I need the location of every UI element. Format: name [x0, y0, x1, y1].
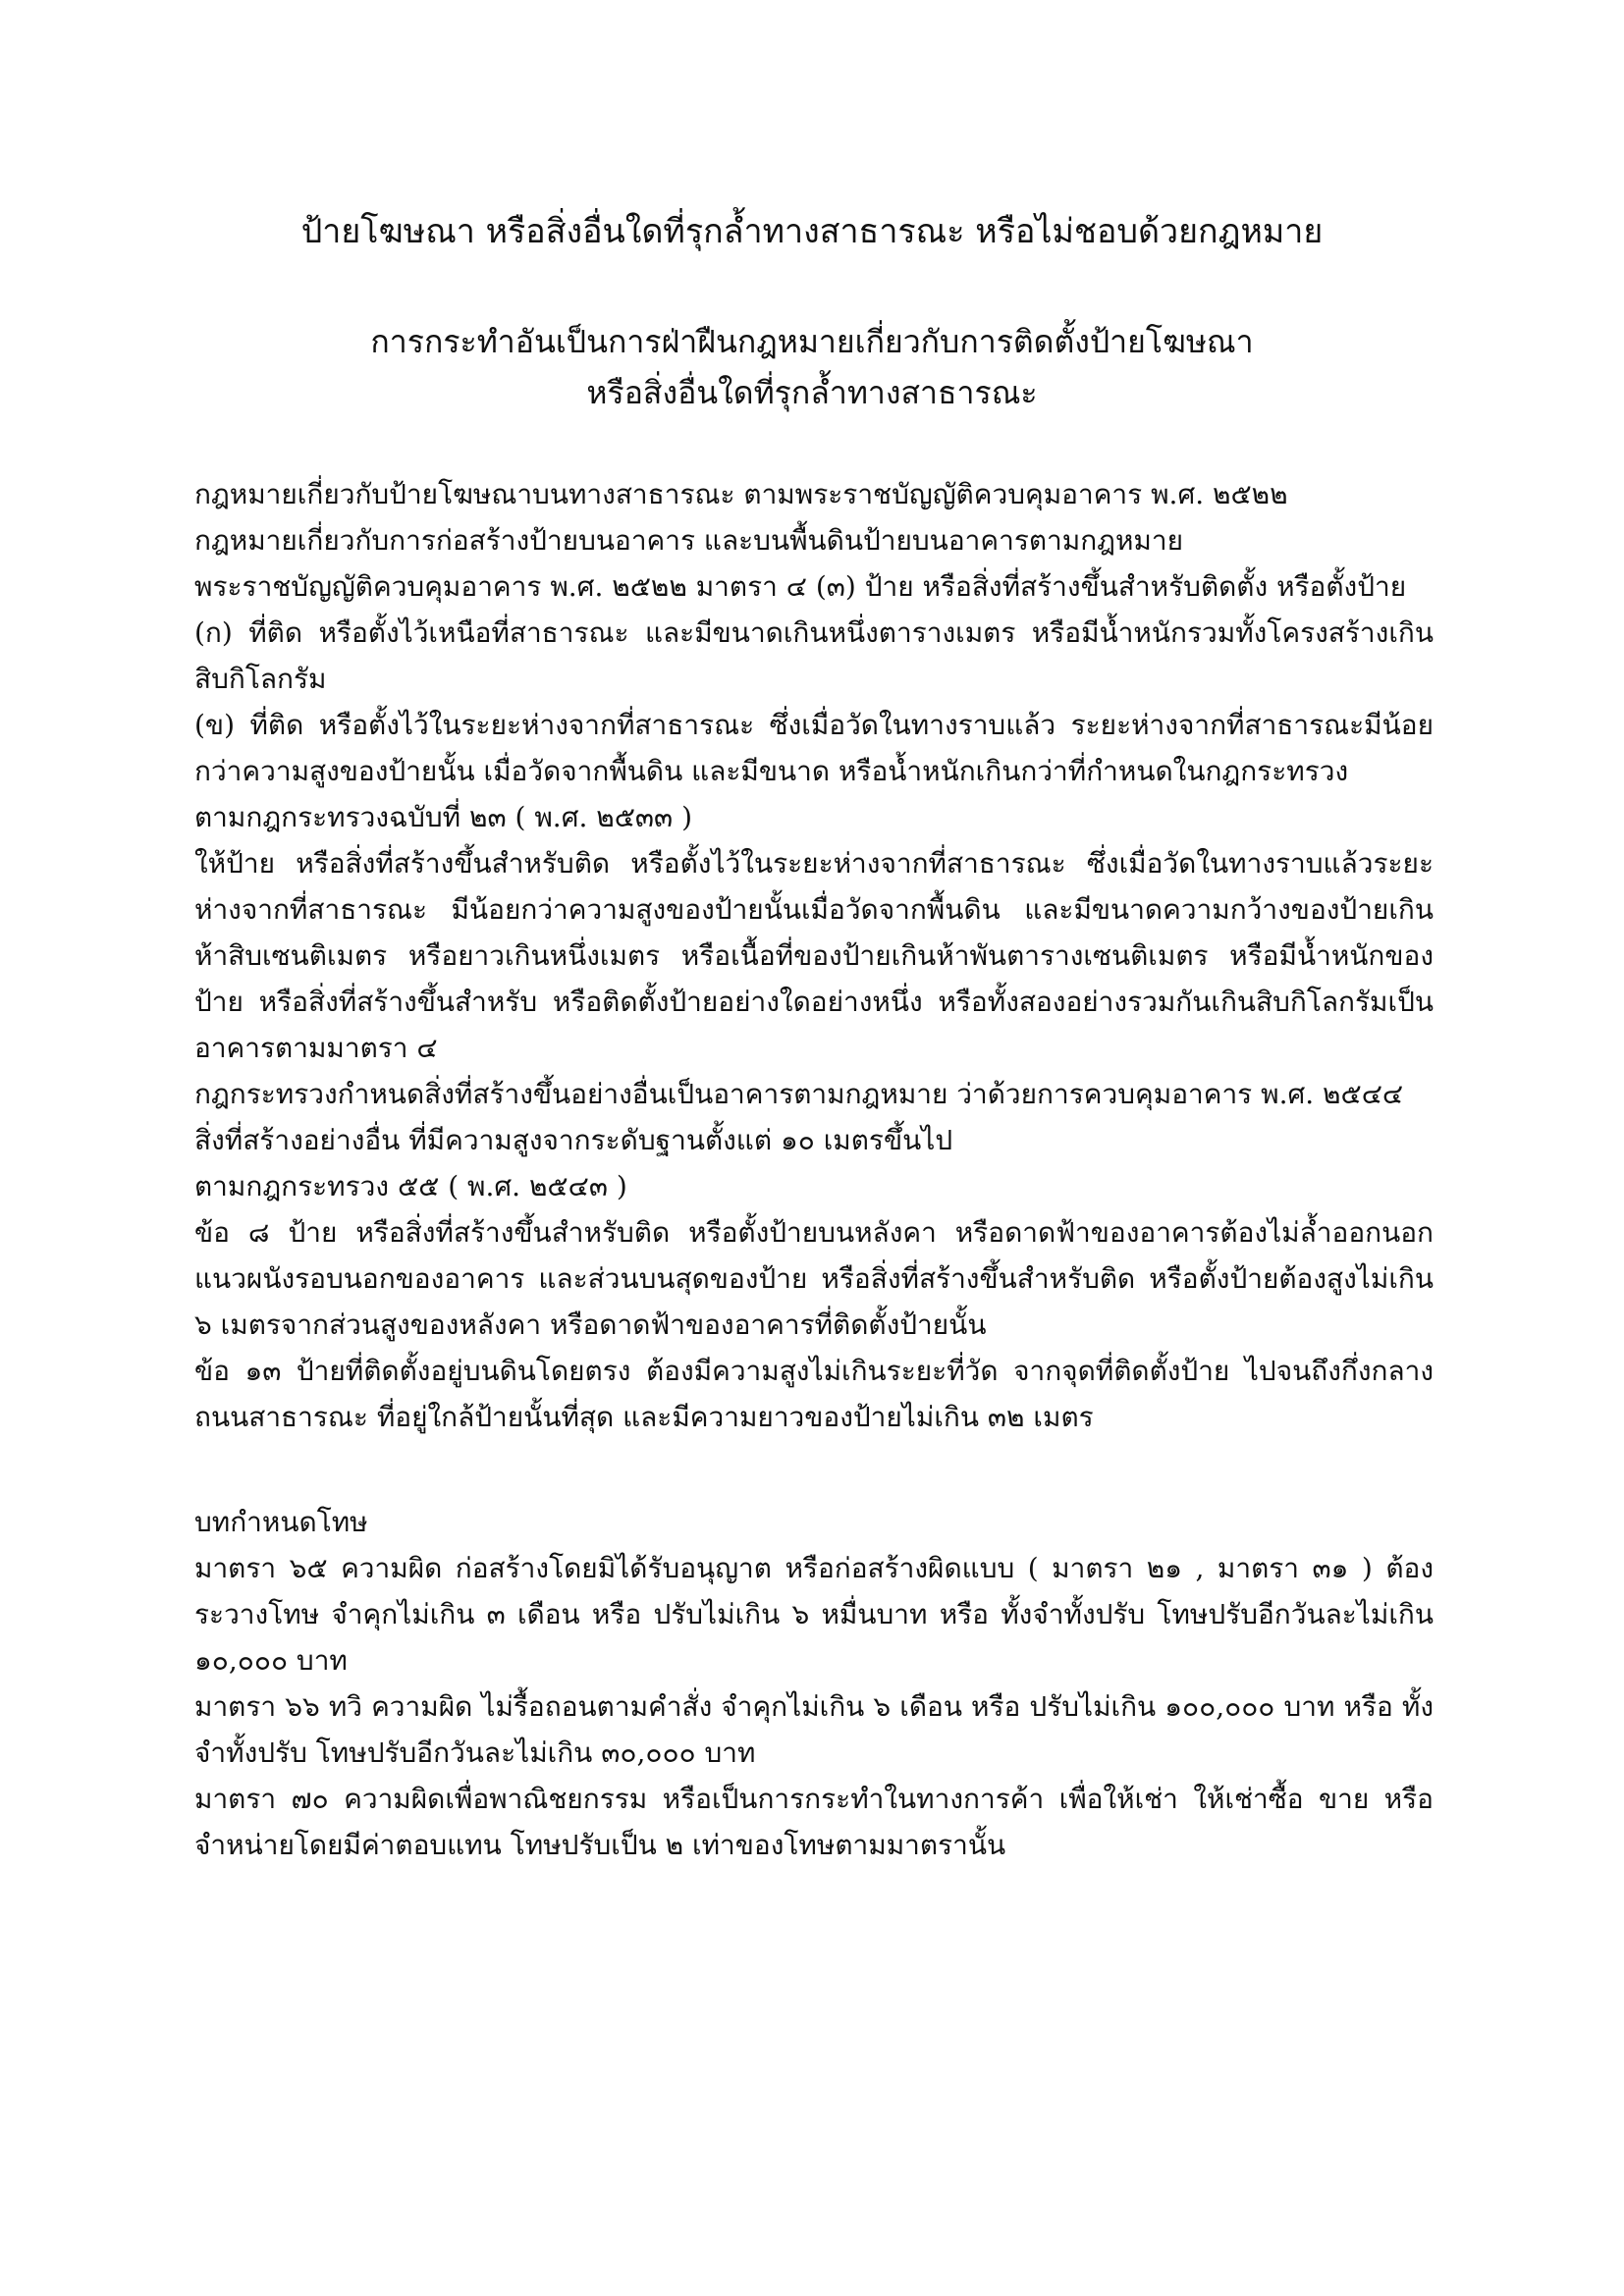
clause-ka-paragraph: (ก) ที่ติด หรือตั้งไว้เหนือที่สาธารณะ และมีขนาดเกินหนึ่งตารางเมตร หรือมีน้ำหนักรวมทั้งโครงสร้างเกินสิบกิโลกรัม — [194, 616, 1434, 695]
document-body — [194, 471, 1434, 1868]
ministerial-regulation-55-line: ตามกฎกระทรวง ๕๕ ( พ.ศ. ๒๕๔๓ ) — [194, 1170, 627, 1202]
article-13-paragraph: ข้อ ๑๓ ป้ายที่ติดตั้งอยู่บนดินโดยตรง ต้องมีความสูงไม่เกินระยะที่วัด จากจุดที่ติดตั้งป้าย ไปจนถึงกึ่งกลางถนนสาธารณะ ที่อยู่ใกล้ป้ายนั้นที่สุด และมีความยาวของป้ายไม่เกิน ๓๒ เมตร — [194, 1355, 1434, 1433]
subtitle-line-2: หรือสิ่งอื่นใดที่รุกล้ำทางสาธารณะ — [586, 374, 1038, 411]
subtitle-line-1: การกระทำอันเป็นการฝ่าฝืนกฎหมายเกี่ยวกับการติดตั้งป้ายโฆษณา — [370, 323, 1254, 360]
ministerial-regulation-23-line: ตามกฎกระทรวงฉบับที่ ๒๓ ( พ.ศ. ๒๕๓๓ ) — [194, 801, 693, 833]
regulation-2544-line: กฎกระทรวงกำหนดสิ่งที่สร้างขึ้นอย่างอื่นเป็นอาคารตามกฎหมาย ว่าด้วยการควบคุมอาคาร พ.ศ. ๒๕๔๔ — [194, 1078, 1404, 1110]
clause-kho-paragraph: (ข) ที่ติด หรือตั้งไว้ในระยะห่างจากที่สาธารณะ ซึ่งเมื่อวัดในทางราบแล้ว ระยะห่างจากที่สาธารณะมีน้อยกว่าความสูงของป้ายนั้น เมื่อวัดจากพื้นดิน และมีขนาด หรือน้ำหนักเกินกว่าที่กำหนดในกฎกระทรวง — [194, 709, 1434, 787]
document-subtitle — [147, 316, 1477, 418]
other-structures-line: สิ่งที่สร้างอย่างอื่น ที่มีความสูงจากระดับฐานตั้งแต่ ๑๐ เมตรขึ้นไป — [194, 1124, 953, 1156]
law-line-1: กฎหมายเกี่ยวกับป้ายโฆษณาบนทางสาธารณะ ตามพระราชบัญญัติควบคุมอาคาร พ.ศ. ๒๕๒๒ — [194, 478, 1288, 510]
law-line-3: พระราชบัญญัติควบคุมอาคาร พ.ศ. ๒๕๒๒ มาตรา ๔ (๓) ป้าย หรือสิ่งที่สร้างขึ้นสำหรับติดตั้ง หรือตั้งป้าย — [194, 570, 1407, 603]
document-title: ป้ายโฆษณา หรือสิ่งอื่นใดที่รุกล้ำทางสาธารณะ หรือไม่ชอบด้วยกฎหมาย — [300, 212, 1324, 251]
section-66-bis-paragraph: มาตรา ๖๖ ทวิ ความผิด ไม่รื้อถอนตามคำสั่ง จำคุกไม่เกิน ๖ เดือน หรือ ปรับไม่เกิน ๑๐๐,๐๐๐ บาท หรือ ทั้งจำทั้งปรับ โทษปรับอีกวันละไม่เกิน ๓๐,๐๐๐ บาท — [194, 1690, 1434, 1769]
section-70-paragraph: มาตรา ๗๐ ความผิดเพื่อพาณิชยกรรม หรือเป็นการกระทำในทางการค้า เพื่อให้เช่า ให้เช่าซื้อ ขาย หรือจำหน่ายโดยมีค่าตอบแทน โทษปรับเป็น ๒ เท่าของโทษตามมาตรานั้น — [194, 1783, 1434, 1861]
law-line-2: กฎหมายเกี่ยวกับการก่อสร้างป้ายบนอาคาร และบนพื้นดินป้ายบนอาคารตามกฎหมาย — [194, 524, 1184, 557]
penalties-heading: บทกำหนดโทษ — [194, 1506, 368, 1538]
section-spacer — [194, 1440, 1434, 1499]
article-8-paragraph: ข้อ ๘ ป้าย หรือสิ่งที่สร้างขึ้นสำหรับติด หรือตั้งป้ายบนหลังคา หรือดาดฟ้าของอาคารต้องไม่ล้ำออกนอกแนวผนังรอบนอกของอาคาร และส่วนบนสุดของป้าย หรือสิ่งที่สร้างขึ้นสำหรับติด หรือตั้งป้ายต้องสูงไม่เกิน ๖ เมตรจากส่วนสูงของหลังคา หรือดาดฟ้าของอาคารที่ติดตั้งป้ายนั้น — [194, 1216, 1434, 1341]
section-65-paragraph: มาตรา ๖๕ ความผิด ก่อสร้างโดยมิได้รับอนุญาต หรือก่อสร้างผิดแบบ ( มาตรา ๒๑ , มาตรา ๓๑ ) ต้องระวางโทษ จำคุกไม่เกิน ๓ เดือน หรือ ปรับไม่เกิน ๖ หมื่นบาท หรือ ทั้งจำทั้งปรับ โทษปรับอีกวันละไม่เกิน ๑๐,๐๐๐ บาท — [194, 1552, 1434, 1677]
regulation-23-paragraph: ให้ป้าย หรือสิ่งที่สร้างขึ้นสำหรับติด หรือตั้งไว้ในระยะห่างจากที่สาธารณะ ซึ่งเมื่อวัดในทางราบแล้วระยะห่างจากที่สาธารณะ มีน้อยกว่าความสูงของป้ายนั้นเมื่อวัดจากพื้นดิน และมีขนาดความกว้างของป้ายเกินห้าสิบเซนติเมตร หรือยาวเกินหนึ่งเมตร หรือเนื้อที่ของป้ายเกินห้าพันตารางเซนติเมตร หรือมีน้ำหนักของป้าย หรือสิ่งที่สร้างขึ้นสำหรับ หรือติดตั้งป้ายอย่างใดอย่างหนึ่ง หรือทั้งสองอย่างรวมกันเกินสิบกิโลกรัมเป็นอาคารตามมาตรา ๔ — [194, 847, 1434, 1064]
